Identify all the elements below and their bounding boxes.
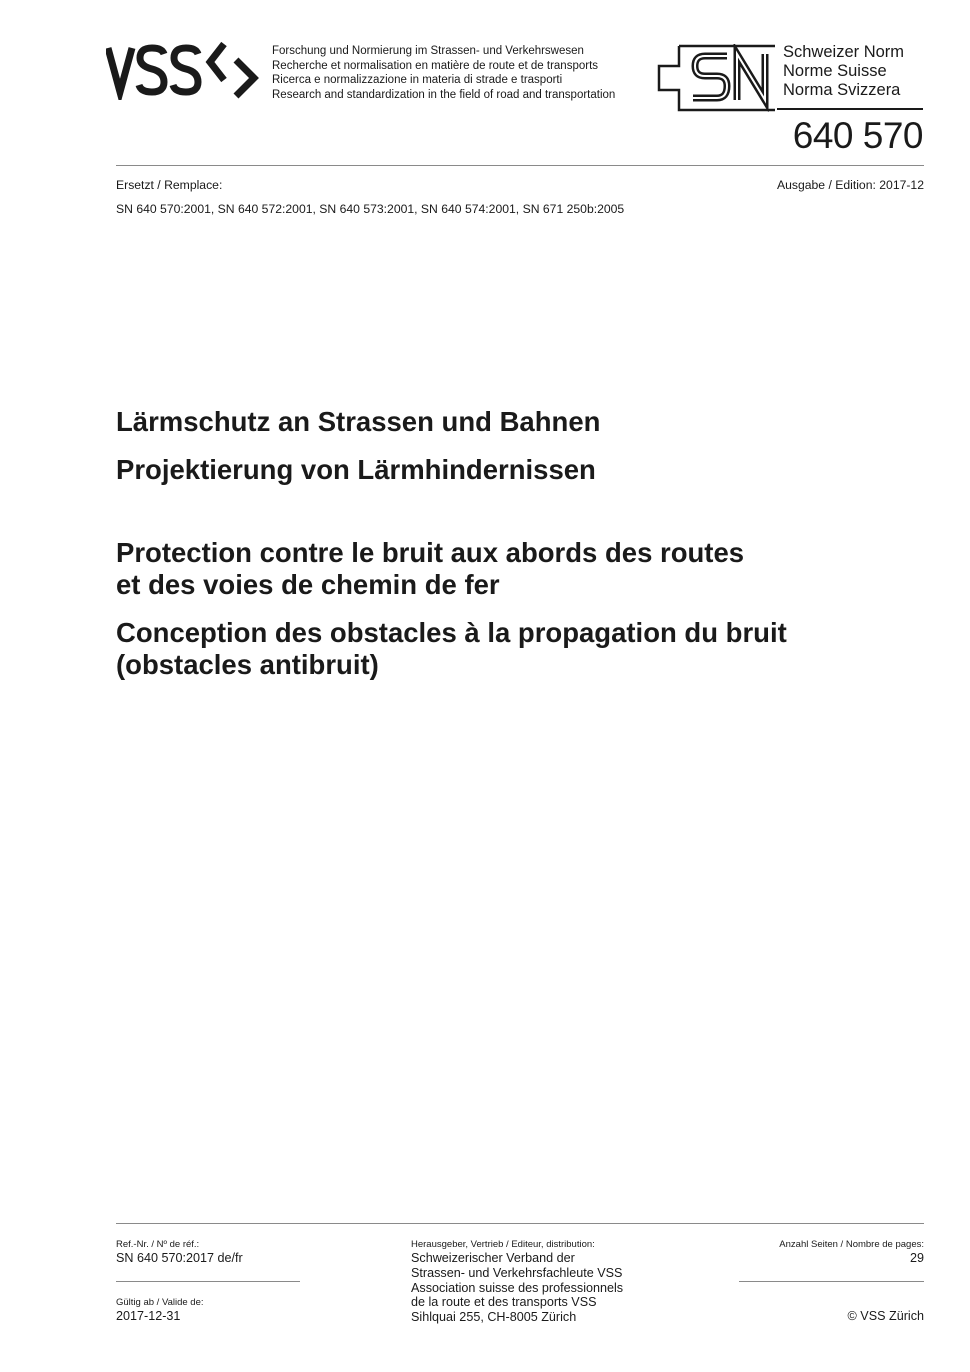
publisher-line: Sihlquai 255, CH-8005 Zürich xyxy=(411,1310,577,1325)
replaces-label: Ersetzt / Remplace: xyxy=(116,178,223,192)
ref-value: SN 640 570:2017 de/fr xyxy=(116,1251,243,1265)
ref-divider xyxy=(116,1281,300,1282)
title-fr-line-2: et des voies de chemin de fer xyxy=(116,569,500,600)
vss-description xyxy=(272,44,615,102)
vss-line-it: Ricerca e normalizzazione in materia di strade e trasporti xyxy=(272,74,563,86)
edition-date: Ausgabe / Edition: 2017-12 xyxy=(776,178,924,192)
vss-line-de: Forschung und Normierung im Strassen- und Verkehrswesen xyxy=(272,45,584,57)
vss-line-en: Research and standardization in the field of road and transportation xyxy=(272,88,616,101)
sn-logo xyxy=(657,44,777,112)
header-divider xyxy=(116,165,924,166)
valid-value: 2017-12-31 xyxy=(116,1309,181,1323)
publisher-line: Strassen- und Verkehrsfachleute VSS xyxy=(411,1265,623,1280)
title-de: Lärmschutz an Strassen und Bahnen xyxy=(116,406,601,437)
pages-divider xyxy=(739,1281,924,1282)
subtitle-fr-line-1: Conception des obstacles à la propagation du bruit xyxy=(116,617,787,648)
sn-line-de: Schweizer Norm xyxy=(783,43,905,61)
valid-label: Gültig ab / Valide de: xyxy=(116,1297,204,1308)
norm-number: 640 570 xyxy=(792,115,923,156)
pages-value: 29 xyxy=(909,1251,924,1265)
sn-description xyxy=(783,43,904,100)
sn-rule xyxy=(777,108,923,110)
publisher-line: Association suisse des professionnels xyxy=(411,1280,624,1295)
title-fr-line-1: Protection contre le bruit aux abords des routes xyxy=(116,537,745,568)
publisher-address xyxy=(411,1251,623,1325)
subtitle-de: Projektierung von Lärmhindernissen xyxy=(116,454,596,485)
subtitle-fr-line-2: (obstacles antibruit) xyxy=(116,649,379,680)
pages-label: Anzahl Seiten / Nombre de pages: xyxy=(779,1239,924,1250)
sn-line-it: Norma Svizzera xyxy=(783,81,901,99)
publisher-line: Schweizerischer Verband der xyxy=(411,1251,575,1265)
publisher-line: de la route et des transports VSS xyxy=(411,1295,597,1310)
vss-logo xyxy=(106,40,266,100)
ref-label: Ref.-Nr. / Nº de réf.: xyxy=(116,1239,200,1250)
footer-divider xyxy=(116,1223,924,1224)
replaces-list: SN 640 570:2001, SN 640 572:2001, SN 640 573:2001, SN 640 574:2001, SN 671 250b:2005 xyxy=(116,202,625,216)
vss-line-fr: Recherche et normalisation en matière de route et de transports xyxy=(272,59,599,72)
publisher-label: Herausgeber, Vertrieb / Editeur, distribution: xyxy=(411,1239,595,1250)
copyright: © VSS Zürich xyxy=(847,1309,924,1323)
sn-line-fr: Norme Suisse xyxy=(783,62,887,80)
